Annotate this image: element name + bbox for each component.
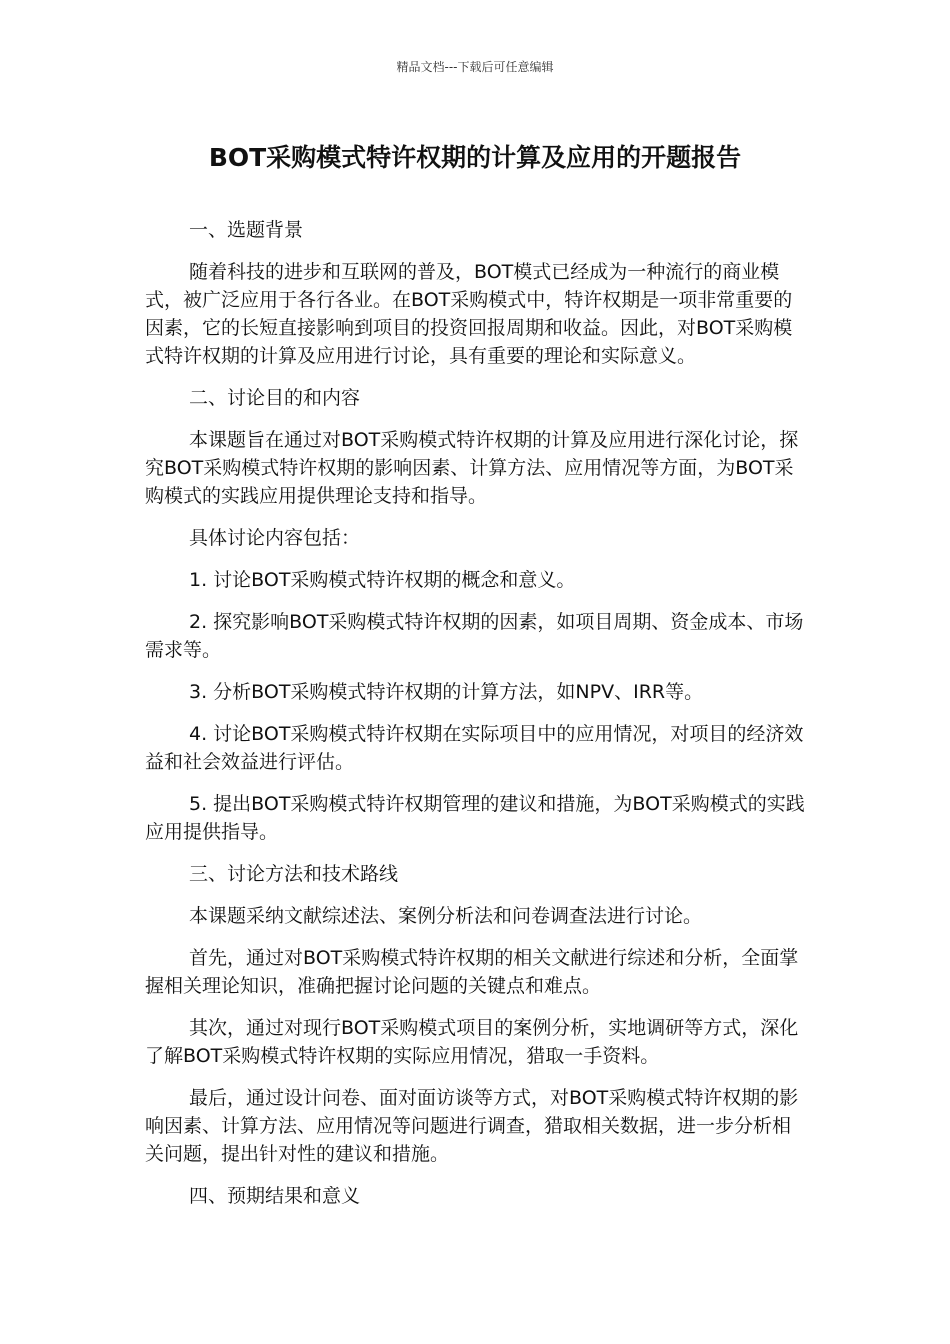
section-heading-1: 一、选题背景: [189, 219, 304, 241]
section-heading-3: 三、讨论方法和技术路线: [189, 863, 399, 885]
paragraph-method-last: 最后，通过设计问卷、面对面访谈等方式，对BOT采购模式特许权期的影响因素、计算方法、应用情况等问题进行调查，猎取相关数据，进一步分析相关问题，提出针对性的建议和措施。: [145, 1087, 799, 1165]
list-item-3: 3. 分析BOT采购模式特许权期的计算方法，如NPV、IRR等。: [189, 681, 704, 703]
section-heading-4: 四、预期结果和意义: [189, 1185, 361, 1207]
list-item-5: 5. 提出BOT采购模式特许权期管理的建议和措施，为BOT采购模式的实践应用提供指导。: [145, 793, 805, 843]
document-title: BOT采购模式特许权期的计算及应用的开题报告: [208, 143, 742, 172]
paragraph-background: 随着科技的进步和互联网的普及，BOT模式已经成为一种流行的商业模式，被广泛应用于各行各业。在BOT采购模式中，特许权期是一项非常重要的因素，它的长短直接影响到项目的投资回报周期和收益。因此，对BOT采购模式特许权期的计算及应用进行讨论，具有重要的理论和实际意义。: [145, 261, 793, 367]
paragraph-method-second: 其次，通过对现行BOT采购模式项目的案例分析，实地调研等方式，深化了解BOT采购模式特许权期的实际应用情况，猎取一手资料。: [145, 1017, 799, 1067]
list-item-1: 1. 讨论BOT采购模式特许权期的概念和意义。: [189, 569, 576, 591]
paragraph-methods: 本课题采纳文献综述法、案例分析法和问卷调查法进行讨论。: [189, 905, 703, 927]
page-header: 精品文档---下载后可任意编辑: [396, 60, 554, 74]
list-item-4: 4. 讨论BOT采购模式特许权期在实际项目中的应用情况，对项目的经济效益和社会效益进行评估。: [145, 723, 804, 773]
paragraph-method-first: 首先，通过对BOT采购模式特许权期的相关文献进行综述和分析，全面掌握相关理论知识，准确把握讨论问题的关键点和难点。: [145, 947, 799, 997]
document-body: [145, 216, 805, 1224]
section-heading-2: 二、讨论目的和内容: [189, 387, 361, 409]
paragraph-purpose: 本课题旨在通过对BOT采购模式特许权期的计算及应用进行深化讨论，探究BOT采购模式特许权期的影响因素、计算方法、应用情况等方面，为BOT采购模式的实践应用提供理论支持和指导。: [145, 429, 799, 507]
paragraph-content-intro: 具体讨论内容包括：: [189, 527, 361, 549]
list-item-2: 2. 探究影响BOT采购模式特许权期的因素，如项目周期、资金成本、市场需求等。: [145, 611, 804, 661]
